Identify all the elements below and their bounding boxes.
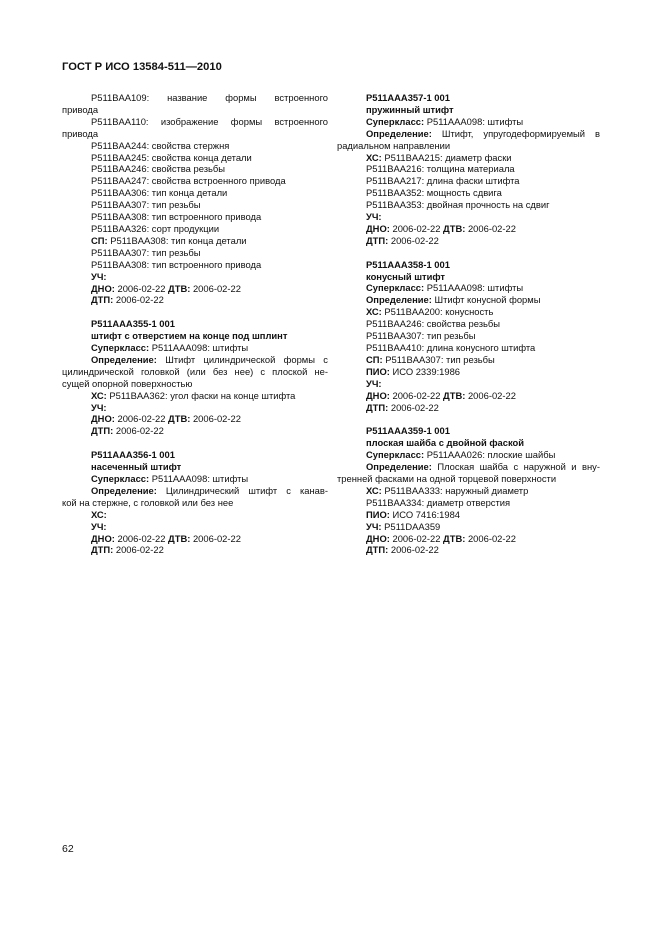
entry-name: штифт с отверстием на конце под шплинт [91, 330, 288, 342]
entry-id: P511AAA357-1 001 [366, 92, 450, 103]
superclass-line: Суперкласс: P511AAA098: штифты [366, 115, 524, 127]
definition-line: Определение: Цилиндрический штифт с канав- [91, 484, 328, 496]
dates-line: ДНО: 2006-02-22 ДТВ: 2006-02-22 [366, 389, 516, 401]
uch-line: УЧ: [91, 520, 107, 532]
property-line: P511BAA410: длина конусного штифта [366, 342, 536, 354]
definition-line: сущей опорной поверхностью [62, 377, 193, 389]
dtp-line: ДТП: 2006-02-22 [366, 401, 439, 413]
xc-line: ХС: P511BAA333: наружный диаметр [366, 484, 529, 496]
xc-line [62, 390, 328, 402]
dtp-value: 2006-02-22 [113, 294, 164, 306]
definition-line: тренней фасками на одной торцевой поверхности [337, 472, 557, 484]
dtp-line: ДТП: 2006-02-22 [366, 234, 439, 246]
superclass-value: P511AAA098: штифты [149, 342, 249, 354]
dtp-line: ДТП: 2006-02-22 [91, 425, 164, 437]
definition-label: Определение: [91, 353, 157, 365]
property-line: P511BAA246: свойства резьбы [366, 318, 501, 330]
superclass-line: Суперкласс: P511AAA098: штифты [91, 472, 249, 484]
definition-line: цилиндрической головкой (или без нее) с плоской не- [62, 365, 328, 377]
definition-line: радиальном направлении [337, 139, 451, 151]
definition-line: кой на стержне, с головкой или без нее [62, 496, 234, 508]
xc-line: ХС: [91, 508, 107, 520]
entry-name: плоская шайба с двойной фаской [366, 437, 525, 449]
xc-label: ХС: [91, 389, 107, 401]
sp-line: СП: P511BAA307: тип резьбы [366, 353, 495, 365]
entry-line: P511BAA326: сорт продукции [91, 222, 220, 234]
property-line: P511BAA216: толщина материала [366, 163, 515, 175]
superclass-line: Суперкласс: P511AAA098: штифты [366, 282, 524, 294]
dates-line: ДНО: 2006-02-22 ДТВ: 2006-02-22 [91, 532, 241, 544]
page-number: 62 [62, 843, 74, 855]
dtv-value: 2006-02-22 [190, 282, 241, 294]
dtp-line: ДТП: 2006-02-22 [366, 544, 439, 556]
dates-line [62, 283, 328, 295]
entry-line: P511BAA308: тип встроенного привода [91, 258, 262, 270]
entry-line: P511BAA109: название формы встроенного [91, 92, 328, 103]
property-line: P511BAA353: двойная прочность на сдвиг [366, 199, 550, 211]
sp-value: P511BAA308: тип конца детали [107, 234, 247, 246]
uch-line: УЧ: P511DAA359 [366, 520, 441, 532]
entry-line: P511BAA244: свойства стержня [91, 139, 230, 151]
definition-line: Определение: Плоская шайба с наружной и вну- [366, 461, 600, 473]
entry-line: P511BAA307: тип резьбы [91, 246, 201, 258]
definition-line: Определение: Штифт, упругодеформируемый в [366, 127, 600, 139]
pio-line: ПИО: ИСО 2339:1986 [366, 365, 461, 377]
entry-line: P511BAA308: тип встроенного привода [91, 211, 262, 223]
dno-value: 2006-02-22 [114, 282, 169, 294]
entry-line: P511BAA307: тип резьбы [91, 199, 201, 211]
superclass-label: Суперкласс: [91, 342, 150, 354]
dtp-line: ДТП: 2006-02-22 [91, 544, 164, 556]
left-column [62, 92, 328, 556]
entry-id: P511AAA356-1 001 [91, 449, 175, 461]
sp-label: СП: [91, 234, 108, 246]
uch-label: УЧ: [91, 270, 107, 282]
entry-line: привода [62, 127, 99, 139]
superclass-line: Суперкласс: P511AAA026: плоские шайбы [366, 449, 556, 461]
uch-line: УЧ: [366, 211, 382, 223]
xc-line: ХС: P511BAA215: диаметр фаски [366, 151, 512, 163]
uch-line: УЧ: [91, 401, 107, 413]
pio-line: ПИО: ИСО 7416:1984 [366, 508, 461, 520]
property-line: P511BAA352: мощность сдвига [366, 187, 502, 199]
entry-name: конусный штифт [366, 270, 446, 282]
entry-line: P511BAA247: свойства встроенного привода [91, 175, 286, 187]
dtv-label: ДТВ: [168, 282, 191, 294]
uch-line [62, 271, 328, 283]
xc-line: ХС: P511BAA200: конусность [366, 306, 494, 318]
entry-name: пружинный штифт [366, 103, 454, 115]
superclass-line [62, 342, 328, 354]
sp-line [62, 235, 328, 247]
xc-value: P511BAA362: угол фаски на конце штифта [106, 389, 296, 401]
definition-line: Определение: Штифт конусной формы [366, 294, 541, 306]
entry-line: P511BAA245: свойства конца детали [91, 151, 252, 163]
dates-line: ДНО: 2006-02-22 ДТВ: 2006-02-22 [366, 222, 516, 234]
dtp-line [62, 294, 328, 306]
dates-line: ДНО: 2006-02-22 ДТВ: 2006-02-22 [366, 532, 516, 544]
entry-line: P511BAA110: изображение формы встроенного [91, 115, 328, 127]
definition-line: Определение: Штифт цилиндрической формы с [91, 353, 328, 365]
property-line: P511BAA307: тип резьбы [366, 330, 476, 342]
document-header: ГОСТ Р ИСО 13584-511—2010 [62, 61, 222, 73]
right-column [337, 92, 600, 556]
entry-line: привода [62, 103, 99, 115]
dtp-label: ДТП: [91, 294, 114, 306]
entry-id: P511AAA355-1 001 [91, 318, 175, 330]
entry-id: P511AAA358-1 001 [366, 258, 450, 270]
entry-name: насеченный штифт [91, 461, 182, 473]
dates-line: ДНО: 2006-02-22 ДТВ: 2006-02-22 [91, 413, 241, 425]
property-line: P511BAA217: длина фаски штифта [366, 175, 520, 187]
entry-line: P511BAA246: свойства резьбы [91, 163, 226, 175]
uch-line: УЧ: [366, 377, 382, 389]
entry-line: P511BAA306: тип конца детали [91, 187, 228, 199]
property-line: P511BAA334: диаметр отверстия [366, 496, 511, 508]
entry-id: P511AAA359-1 001 [366, 425, 450, 437]
dno-label: ДНО: [91, 282, 115, 294]
